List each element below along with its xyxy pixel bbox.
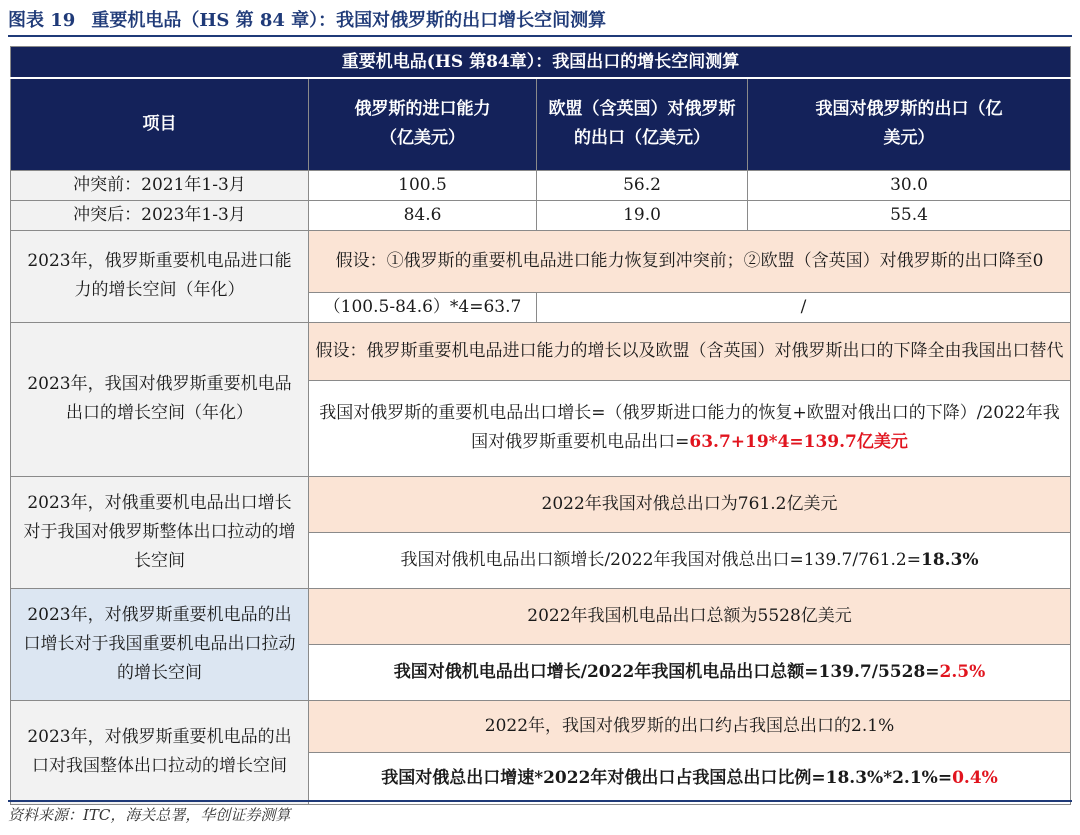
sec5-line1: 2022年，我国对俄罗斯的出口约占我国总出口的2.1%	[309, 700, 1071, 752]
row-post-china: 55.4	[748, 200, 1071, 230]
source-note: 资料来源：ITC，海关总署，华创证券测算	[8, 800, 1072, 832]
sec4-line2-text: 我国对俄机电品出口增长/2022年我国机电品出口总额=139.7/5528=	[393, 661, 940, 682]
sec4-line2-result: 2.5%	[939, 661, 986, 682]
header-russia-import-capacity: 俄罗斯的进口能力（亿美元）	[309, 78, 537, 170]
row-post-label: 冲突后：2023年1-3月	[11, 200, 309, 230]
figure-caption	[8, 7, 1072, 37]
sec5-label: 2023年，对俄罗斯重要机电品的出口对我国整体出口拉动的增长空间	[11, 700, 309, 804]
sec3-line2-text: 我国对俄机电品出口额增长/2022年我国对俄总出口=139.7/761.2=	[400, 549, 921, 570]
sec1-na: /	[537, 292, 1071, 322]
growth-estimate-table	[10, 46, 1071, 805]
row-pre-label: 冲突前：2021年1-3月	[11, 170, 309, 200]
sec2-formula-text: 我国对俄罗斯的重要机电品出口增长=（俄罗斯进口能力的恢复+欧盟对俄出口的下降）/2022年我国对俄罗斯重要机电品出口=	[319, 403, 1060, 452]
header-item: 项目	[11, 78, 309, 170]
sec2-assumption: 假设：俄罗斯重要机电品进口能力的增长以及欧盟（含英国）对俄罗斯出口的下降全由我国出口替代	[309, 322, 1071, 380]
sec3-line2-result: 18.3%	[921, 549, 979, 570]
sec4-line1: 2022年我国机电品出口总额为5528亿美元	[309, 588, 1071, 644]
figure-title: 重要机电品（HS 第 84 章）：我国对俄罗斯的出口增长空间测算	[91, 10, 607, 31]
row-pre-russia: 100.5	[309, 170, 537, 200]
table-title: 重要机电品(HS 第84章）：我国出口的增长空间测算	[11, 47, 1071, 79]
sec1-label: 2023年，俄罗斯重要机电品进口能力的增长空间（年化）	[11, 230, 309, 322]
sec3-line2	[309, 532, 1071, 588]
sec4-label: 2023年，对俄罗斯重要机电品的出口增长对于我国重要机电品出口拉动的增长空间	[11, 588, 309, 700]
row-pre-china: 30.0	[748, 170, 1071, 200]
sec2-formula-result: 63.7+19*4=139.7亿美元	[689, 432, 908, 452]
sec1-assumption: 假设：①俄罗斯的重要机电品进口能力恢复到冲突前；②欧盟（含英国）对俄罗斯的出口降至0	[309, 230, 1071, 292]
header-eu-exports: 欧盟（含英国）对俄罗斯的出口（亿美元）	[537, 78, 748, 170]
header-china-exports: 我国对俄罗斯的出口（亿美元）	[748, 78, 1071, 170]
sec5-line2	[309, 752, 1071, 804]
row-post-eu: 19.0	[537, 200, 748, 230]
row-post-russia: 84.6	[309, 200, 537, 230]
figure-number: 图表 19	[8, 10, 76, 31]
sec2-formula	[309, 380, 1071, 476]
sec2-label: 2023年，我国对俄罗斯重要机电品出口的增长空间（年化）	[11, 322, 309, 476]
sec5-line2-text: 我国对俄总出口增速*2022年对俄出口占我国总出口比例=18.3%*2.1%=	[381, 767, 953, 788]
sec5-line2-result: 0.4%	[952, 767, 998, 788]
row-pre-eu: 56.2	[537, 170, 748, 200]
sec4-line2	[309, 644, 1071, 700]
sec1-calc: （100.5-84.6）*4=63.7	[309, 292, 537, 322]
sec3-line1: 2022年我国对俄总出口为761.2亿美元	[309, 476, 1071, 532]
sec3-label: 2023年，对俄重要机电品出口增长对于我国对俄罗斯整体出口拉动的增长空间	[11, 476, 309, 588]
